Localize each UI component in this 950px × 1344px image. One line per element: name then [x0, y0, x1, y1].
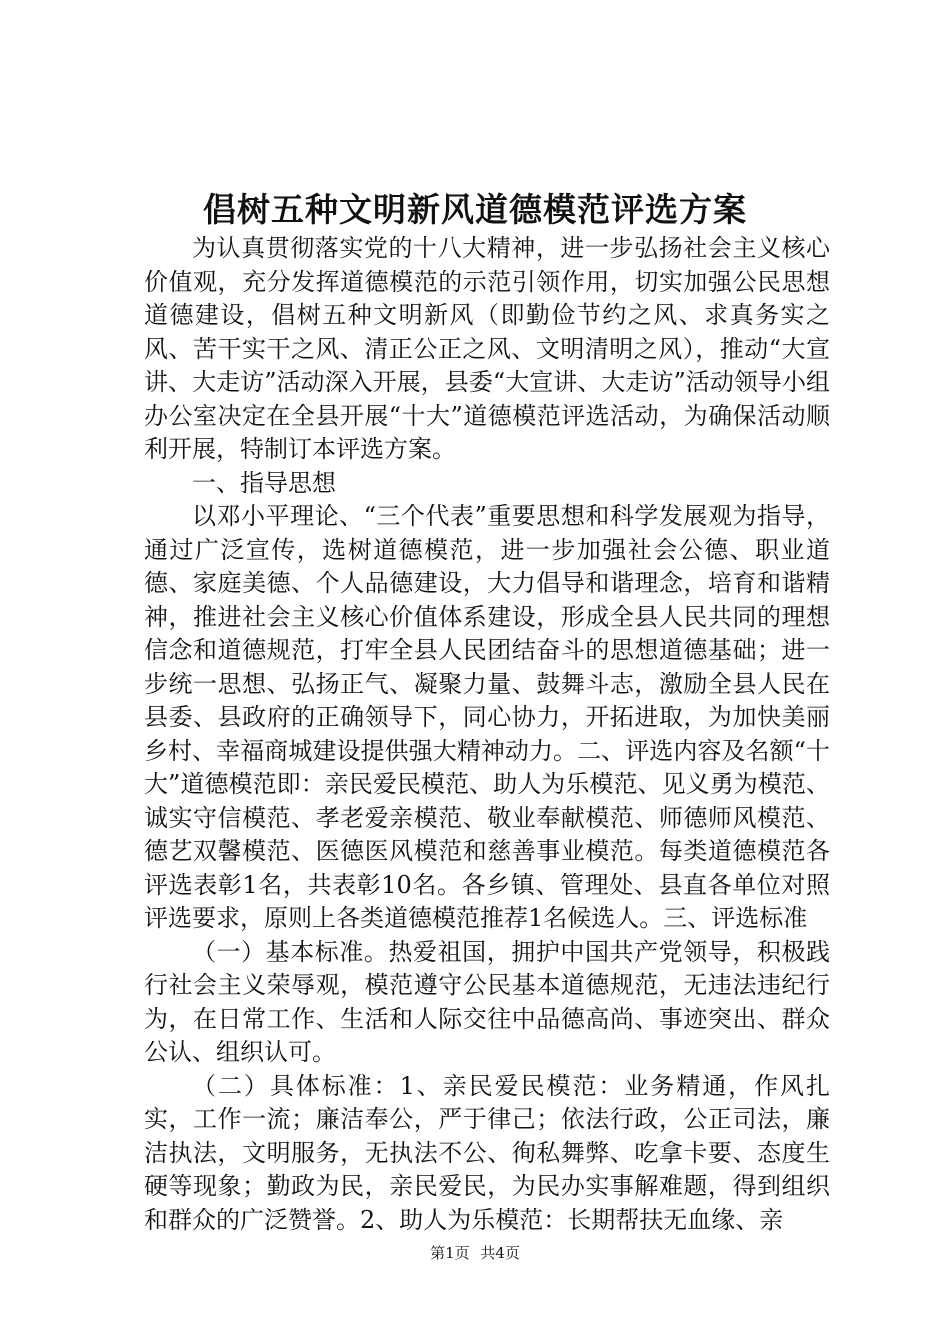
page-total: 共4页 — [480, 1244, 520, 1262]
section-heading-guiding-thought: 一、指导思想 — [192, 468, 336, 497]
page-number: 第1页 — [430, 1244, 470, 1262]
paragraph-basic-standard: （一）基本标准。热爱祖国，拥护中国共产党领导，积极践行社会主义荣辱观，模范遵守公民基本道德规范，无违法违纪行为，在日常工作、生活和人际交往中品德高尚、事迹突出、群众公认、组织认可。 — [144, 937, 830, 1066]
page-footer — [0, 1243, 950, 1263]
document-title: 倡树五种文明新风道德模范评选方案 — [203, 190, 747, 229]
document-body — [144, 232, 830, 1237]
paragraph-guiding-thought: 以邓小平理论、“三个代表”重要思想和科学发展观为指导，通过广泛宣传，选树道德模范，进一步加强社会公德、职业道德、家庭美德、个人品德建设，大力倡导和谐理念，培育和谐精神，推进社会主义核心价值体系建设，形成全县人民共同的理想信念和道德规范，打牢全县人民团结奋斗的思想道德基础；进一步统一思想、弘扬正气、凝聚力量、鼓舞斗志，激励全县人民在县委、县政府的正确领导下，同心协力，开拓进取，为加快美丽乡村、幸福商城建设提供强大精神动力。二、评选内容及名额“十大”道德模范即：亲民爱民模范、助人为乐模范、见义勇为模范、诚实守信模范、孝老爱亲模范、敬业奉献模范、师德师风模范、德艺双馨模范、医德医风模范和慈善事业模范。每类道德模范各评选表彰1名，共表彰10名。各乡镇、管理处、县直各单位对照评选要求，原则上各类道德模范推荐1名候选人。三、评选标准 — [144, 502, 830, 932]
paragraph-intro: 为认真贯彻落实党的十八大精神，进一步弘扬社会主义核心价值观，充分发挥道德模范的示范引领作用，切实加强公民思想道德建设，倡树五种文明新风（即勤俭节约之风、求真务实之风、苦干实干之风、清正公正之风、文明清明之风），推动“大宣讲、大走访”活动深入开展，县委“大宣讲、大走访”活动领导小组办公室决定在全县开展“十大”道德模范评选活动，为确保活动顺利开展，特制订本评选方案。 — [144, 234, 830, 463]
paragraph-specific-standard: （二）具体标准：1、亲民爱民模范：业务精通，作风扎实，工作一流；廉洁奉公，严于律己；依法行政，公正司法，廉洁执法，文明服务，无执法不公、徇私舞弊、吃拿卡要、态度生硬等现象；勤政为民，亲民爱民，为民办实事解难题，得到组织和群众的广泛赞誉。2、助人为乐模范：长期帮扶无血缘、亲 — [144, 1071, 830, 1234]
